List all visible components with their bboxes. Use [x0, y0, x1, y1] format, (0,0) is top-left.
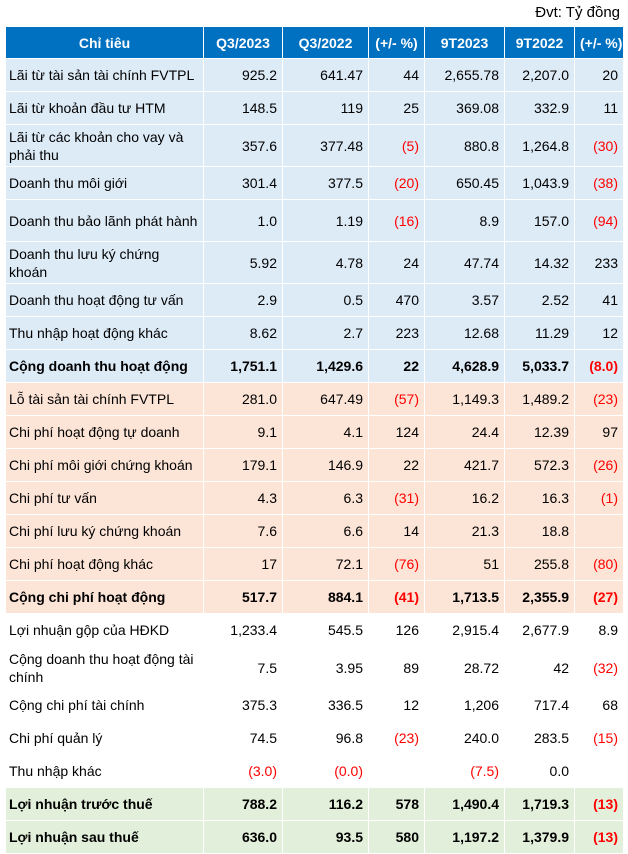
- row-label: Lợi nhuận gộp của HĐKD: [6, 614, 204, 647]
- 9m-2022-cell: 2,677.9: [505, 614, 575, 647]
- 9m-2023-cell: 4,628.9: [425, 350, 505, 383]
- header-q3-change: (+/- %): [369, 27, 425, 59]
- row-label: Cộng doanh thu hoạt động: [6, 350, 204, 383]
- row-label: Chi phí hoạt động khác: [6, 548, 204, 581]
- q3-change-cell: 580: [369, 821, 425, 854]
- q3-change-cell: 223: [369, 317, 425, 350]
- 9m-change-cell: 97: [575, 416, 624, 449]
- row-label: Cộng chi phí tài chính: [6, 689, 204, 722]
- 9m-2022-cell: 2.52: [505, 284, 575, 317]
- row-label: Lợi nhuận trước thuế: [6, 788, 204, 821]
- table-row: [6, 614, 624, 647]
- table-row: [6, 59, 624, 92]
- header-q3-2022: Q3/2022: [283, 27, 369, 59]
- header-row: [6, 27, 624, 59]
- table-row: [6, 548, 624, 581]
- q3-2022-cell: 72.1: [283, 548, 369, 581]
- table-row: [6, 689, 624, 722]
- 9m-change-cell: 41: [575, 284, 624, 317]
- 9m-2022-cell: 14.32: [505, 242, 575, 284]
- q3-change-cell: 470: [369, 284, 425, 317]
- q3-2022-cell: 93.5: [283, 821, 369, 854]
- q3-2023-cell: 7.6: [204, 515, 283, 548]
- header-9m-change: (+/- %): [575, 27, 624, 59]
- q3-2022-cell: 647.49: [283, 383, 369, 416]
- table-row: [6, 284, 624, 317]
- table-row: [6, 788, 624, 821]
- 9m-2022-cell: 1,264.8: [505, 125, 575, 167]
- q3-change-cell: 22: [369, 350, 425, 383]
- q3-2022-cell: 377.5: [283, 167, 369, 200]
- 9m-change-cell: 12: [575, 317, 624, 350]
- row-label: Doanh thu hoạt động tư vấn: [6, 284, 204, 317]
- row-label: Lãi từ tài sản tài chính FVTPL: [6, 59, 204, 92]
- q3-change-cell: 44: [369, 59, 425, 92]
- table-row: [6, 647, 624, 689]
- q3-change-cell: 12: [369, 689, 425, 722]
- 9m-2022-cell: 0.0: [505, 755, 575, 788]
- 9m-2022-cell: 11.29: [505, 317, 575, 350]
- 9m-change-cell: (80): [575, 548, 624, 581]
- q3-change-cell: (76): [369, 548, 425, 581]
- 9m-change-cell: (15): [575, 722, 624, 755]
- 9m-2022-cell: 2,355.9: [505, 581, 575, 614]
- q3-change-cell: 126: [369, 614, 425, 647]
- 9m-2023-cell: 51: [425, 548, 505, 581]
- row-label: Doanh thu bảo lãnh phát hành: [6, 200, 204, 242]
- row-label: Cộng chi phí hoạt động: [6, 581, 204, 614]
- table-row: [6, 242, 624, 284]
- q3-2022-cell: 4.78: [283, 242, 369, 284]
- table-row: [6, 449, 624, 482]
- 9m-change-cell: (26): [575, 449, 624, 482]
- q3-change-cell: 25: [369, 92, 425, 125]
- row-label: Chi phí môi giới chứng khoán: [6, 449, 204, 482]
- 9m-2023-cell: 16.2: [425, 482, 505, 515]
- 9m-2023-cell: 12.68: [425, 317, 505, 350]
- q3-2022-cell: 336.5: [283, 689, 369, 722]
- q3-2022-cell: 146.9: [283, 449, 369, 482]
- q3-change-cell: 89: [369, 647, 425, 689]
- 9m-2022-cell: 255.8: [505, 548, 575, 581]
- q3-2023-cell: 7.5: [204, 647, 283, 689]
- q3-2023-cell: 925.2: [204, 59, 283, 92]
- row-label: Thu nhập hoạt động khác: [6, 317, 204, 350]
- table-row: [6, 515, 624, 548]
- q3-2022-cell: 641.47: [283, 59, 369, 92]
- 9m-2023-cell: 21.3: [425, 515, 505, 548]
- q3-2023-cell: 357.6: [204, 125, 283, 167]
- table-row: [6, 581, 624, 614]
- q3-2022-cell: 377.48: [283, 125, 369, 167]
- q3-change-cell: (23): [369, 722, 425, 755]
- 9m-change-cell: (13): [575, 821, 624, 854]
- q3-2022-cell: 0.5: [283, 284, 369, 317]
- table-row: [6, 416, 624, 449]
- table-row: [6, 92, 624, 125]
- 9m-change-cell: [575, 755, 624, 788]
- row-label: Lãi từ khoản đầu tư HTM: [6, 92, 204, 125]
- 9m-2023-cell: 1,713.5: [425, 581, 505, 614]
- 9m-2023-cell: 1,149.3: [425, 383, 505, 416]
- 9m-2023-cell: 1,197.2: [425, 821, 505, 854]
- q3-2023-cell: 4.3: [204, 482, 283, 515]
- 9m-change-cell: (13): [575, 788, 624, 821]
- 9m-change-cell: (1): [575, 482, 624, 515]
- 9m-2023-cell: 47.74: [425, 242, 505, 284]
- q3-2022-cell: 96.8: [283, 722, 369, 755]
- 9m-2022-cell: 157.0: [505, 200, 575, 242]
- 9m-2023-cell: 650.45: [425, 167, 505, 200]
- table-row: [6, 755, 624, 788]
- q3-2023-cell: 17: [204, 548, 283, 581]
- q3-change-cell: [369, 755, 425, 788]
- 9m-change-cell: [575, 515, 624, 548]
- 9m-2022-cell: 283.5: [505, 722, 575, 755]
- q3-change-cell: (31): [369, 482, 425, 515]
- row-label: Chi phí hoạt động tự doanh: [6, 416, 204, 449]
- 9m-2023-cell: 2,655.78: [425, 59, 505, 92]
- q3-2022-cell: 545.5: [283, 614, 369, 647]
- 9m-2023-cell: 8.9: [425, 200, 505, 242]
- table-row: [6, 482, 624, 515]
- financial-table: [5, 26, 624, 854]
- table-row: [6, 167, 624, 200]
- q3-2023-cell: 788.2: [204, 788, 283, 821]
- table-row: [6, 200, 624, 242]
- q3-2023-cell: 301.4: [204, 167, 283, 200]
- 9m-2023-cell: 3.57: [425, 284, 505, 317]
- 9m-2023-cell: 1,490.4: [425, 788, 505, 821]
- q3-2023-cell: 1,233.4: [204, 614, 283, 647]
- 9m-change-cell: 11: [575, 92, 624, 125]
- q3-change-cell: (57): [369, 383, 425, 416]
- q3-2022-cell: 1,429.6: [283, 350, 369, 383]
- q3-2022-cell: 2.7: [283, 317, 369, 350]
- 9m-change-cell: (23): [575, 383, 624, 416]
- table-row: [6, 317, 624, 350]
- q3-2023-cell: 375.3: [204, 689, 283, 722]
- 9m-change-cell: (38): [575, 167, 624, 200]
- row-label: Doanh thu lưu ký chứng khoán: [6, 242, 204, 284]
- table-row: [6, 383, 624, 416]
- q3-change-cell: (41): [369, 581, 425, 614]
- table-row: [6, 125, 624, 167]
- table-row: [6, 821, 624, 854]
- q3-change-cell: 24: [369, 242, 425, 284]
- header-9m-2022: 9T2022: [505, 27, 575, 59]
- row-label: Lợi nhuận sau thuế: [6, 821, 204, 854]
- q3-2022-cell: 116.2: [283, 788, 369, 821]
- q3-2022-cell: (0.0): [283, 755, 369, 788]
- row-label: Chi phí lưu ký chứng khoán: [6, 515, 204, 548]
- row-label: Chi phí tư vấn: [6, 482, 204, 515]
- 9m-2022-cell: 1,719.3: [505, 788, 575, 821]
- 9m-change-cell: (30): [575, 125, 624, 167]
- q3-2023-cell: 5.92: [204, 242, 283, 284]
- header-q3-2023: Q3/2023: [204, 27, 283, 59]
- 9m-2023-cell: 421.7: [425, 449, 505, 482]
- 9m-2022-cell: 5,033.7: [505, 350, 575, 383]
- q3-2022-cell: 1.19: [283, 200, 369, 242]
- row-label: Lỗ tài sản tài chính FVTPL: [6, 383, 204, 416]
- 9m-2023-cell: (7.5): [425, 755, 505, 788]
- 9m-2022-cell: 12.39: [505, 416, 575, 449]
- 9m-2023-cell: 240.0: [425, 722, 505, 755]
- q3-2023-cell: 74.5: [204, 722, 283, 755]
- table-row: [6, 722, 624, 755]
- q3-2023-cell: (3.0): [204, 755, 283, 788]
- unit-label: Đvt: Tỷ đồng: [535, 4, 620, 21]
- 9m-2022-cell: 717.4: [505, 689, 575, 722]
- row-label: Lãi từ các khoản cho vay và phải thu: [6, 125, 204, 167]
- 9m-2023-cell: 1,206: [425, 689, 505, 722]
- q3-2023-cell: 1,751.1: [204, 350, 283, 383]
- q3-change-cell: (20): [369, 167, 425, 200]
- 9m-2022-cell: 1,043.9: [505, 167, 575, 200]
- 9m-2022-cell: 2,207.0: [505, 59, 575, 92]
- row-label: Chi phí quản lý: [6, 722, 204, 755]
- q3-2023-cell: 8.62: [204, 317, 283, 350]
- 9m-change-cell: 20: [575, 59, 624, 92]
- q3-2022-cell: 6.3: [283, 482, 369, 515]
- q3-2023-cell: 148.5: [204, 92, 283, 125]
- 9m-2022-cell: 18.8: [505, 515, 575, 548]
- 9m-change-cell: 8.9: [575, 614, 624, 647]
- 9m-2022-cell: 16.3: [505, 482, 575, 515]
- 9m-2022-cell: 332.9: [505, 92, 575, 125]
- row-label: Cộng doanh thu hoạt động tài chính: [6, 647, 204, 689]
- header-indicator: Chỉ tiêu: [6, 27, 204, 59]
- q3-2023-cell: 9.1: [204, 416, 283, 449]
- q3-change-cell: 124: [369, 416, 425, 449]
- 9m-change-cell: (94): [575, 200, 624, 242]
- q3-2022-cell: 6.6: [283, 515, 369, 548]
- 9m-2022-cell: 42: [505, 647, 575, 689]
- q3-change-cell: (5): [369, 125, 425, 167]
- q3-2022-cell: 884.1: [283, 581, 369, 614]
- 9m-2023-cell: 369.08: [425, 92, 505, 125]
- q3-change-cell: (16): [369, 200, 425, 242]
- 9m-2022-cell: 1,379.9: [505, 821, 575, 854]
- 9m-2023-cell: 880.8: [425, 125, 505, 167]
- q3-2023-cell: 1.0: [204, 200, 283, 242]
- 9m-2022-cell: 572.3: [505, 449, 575, 482]
- header-9m-2023: 9T2023: [425, 27, 505, 59]
- q3-2023-cell: 517.7: [204, 581, 283, 614]
- 9m-2023-cell: 24.4: [425, 416, 505, 449]
- 9m-change-cell: (8.0): [575, 350, 624, 383]
- table-row: [6, 350, 624, 383]
- row-label: Doanh thu môi giới: [6, 167, 204, 200]
- q3-change-cell: 14: [369, 515, 425, 548]
- 9m-change-cell: (32): [575, 647, 624, 689]
- 9m-change-cell: 68: [575, 689, 624, 722]
- q3-2023-cell: 636.0: [204, 821, 283, 854]
- q3-2023-cell: 2.9: [204, 284, 283, 317]
- 9m-change-cell: (27): [575, 581, 624, 614]
- 9m-2023-cell: 28.72: [425, 647, 505, 689]
- q3-change-cell: 578: [369, 788, 425, 821]
- q3-2022-cell: 3.95: [283, 647, 369, 689]
- q3-2023-cell: 281.0: [204, 383, 283, 416]
- q3-2022-cell: 119: [283, 92, 369, 125]
- 9m-2023-cell: 2,915.4: [425, 614, 505, 647]
- 9m-change-cell: 233: [575, 242, 624, 284]
- row-label: Thu nhập khác: [6, 755, 204, 788]
- q3-change-cell: 22: [369, 449, 425, 482]
- q3-2022-cell: 4.1: [283, 416, 369, 449]
- 9m-2022-cell: 1,489.2: [505, 383, 575, 416]
- q3-2023-cell: 179.1: [204, 449, 283, 482]
